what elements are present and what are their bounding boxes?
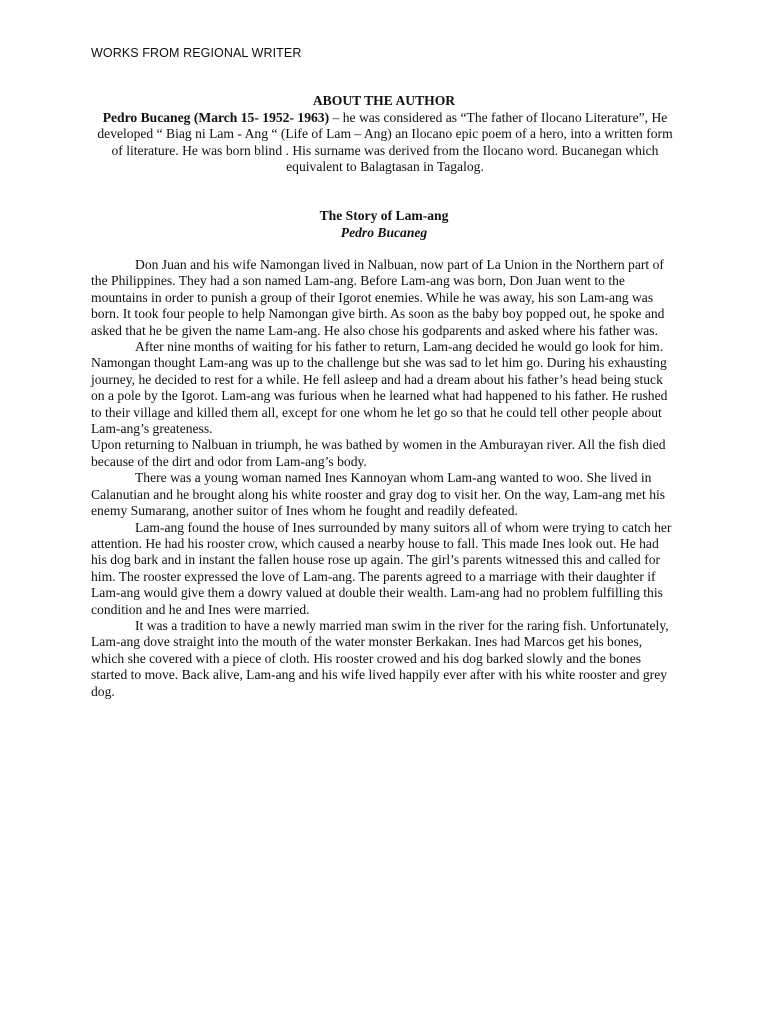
story-paragraph: After nine months of waiting for his father to return, Lam-ang decided he would go look for him. Namongan thought Lam-ang was up to the challenge but she was sad to let him go. During his exhausting journey, he decided to rest for a while. He fell asleep and had a dream about his father’s head being stuck on a pole by the Igorot. Lam-ang was furious when he learned what had happened to his father. He rushed to their village and killed them all, except for one whom he let go so that he could tell other people about Lam-ang’s greateness. — [91, 339, 668, 437]
story-title: The Story of Lam-ang — [319, 208, 449, 223]
page-header: WORKS FROM REGIONAL WRITER — [91, 46, 302, 60]
story-body — [91, 257, 677, 700]
story-paragraph: Upon returning to Nalbuan in triumph, he was bathed by women in the Amburayan river. All the fish died because of the dirt and odor from Lam-ang’s body. — [91, 437, 666, 469]
about-title: ABOUT THE AUTHOR — [312, 93, 456, 108]
story-author: Pedro Bucaneg — [340, 225, 428, 240]
story-paragraph: Don Juan and his wife Namongan lived in Nalbuan, now part of La Union in the Northern part of the Philippines. They had a son named Lam-ang. Before Lam-ang was born, Don Juan went to the mountains in order to punish a group of their Igorot enemies. While he was away, his son Lam-ang was born. It took four people to help Namongan give birth. As soon as the baby boy popped out, he spoke and asked that he be given the name Lam-ang. He also chose his godparents and asked where his father was. — [91, 257, 665, 338]
about-text: – he was considered as “The father of Ilocano Literature”, He developed “ Biag ni Lam - Ang “ (Life of Lam – Ang) an Ilocano epic poem of a hero, into a written form of literature. He was born blind . His surname was derived from the Ilocano word. Bucanegan which equivalent to Balagtasan in Tagalog. — [97, 110, 673, 175]
about-paragraph — [92, 110, 678, 176]
story-paragraph: There was a young woman named Ines Kannoyan whom Lam-ang wanted to woo. She lived in Calanutian and he brought along his white rooster and gray dog to visit her. On the way, Lam-ang met his enemy Sumarang, another suitor of Ines whom he fought and readily defeated. — [91, 470, 666, 519]
story-paragraph: Lam-ang found the house of Ines surrounded by many suitors all of whom were trying to catch her attention. He had his rooster crow, which caused a nearby house to fall. This made Ines look out. He had his dog bark and in instant the fallen house rose up again. The girl’s parents witnessed this and called for him. The rooster expressed the love of Lam-ang. The parents agreed to a marriage with their daughter if Lam-ang would give them a dowry valued at double their wealth. Lam-ang had no problem fulfilling this condition and he and Ines were married. — [91, 519, 672, 617]
author-name-dates: Pedro Bucaneg (March 15- 1952- 1963) — [102, 110, 330, 125]
story-paragraph: It was a tradition to have a newly married man swim in the river for the raring fish. Unfortunately, Lam-ang dove straight into the mouth of the water monster Berkakan. Ines had Marcos get his bones, which she covered with a piece of cloth. His rooster crowed and his dog barked slowly and the bones started to move. Back alive, Lam-ang and his wife lived happily ever after with his white rooster and grey dog. — [91, 617, 669, 699]
